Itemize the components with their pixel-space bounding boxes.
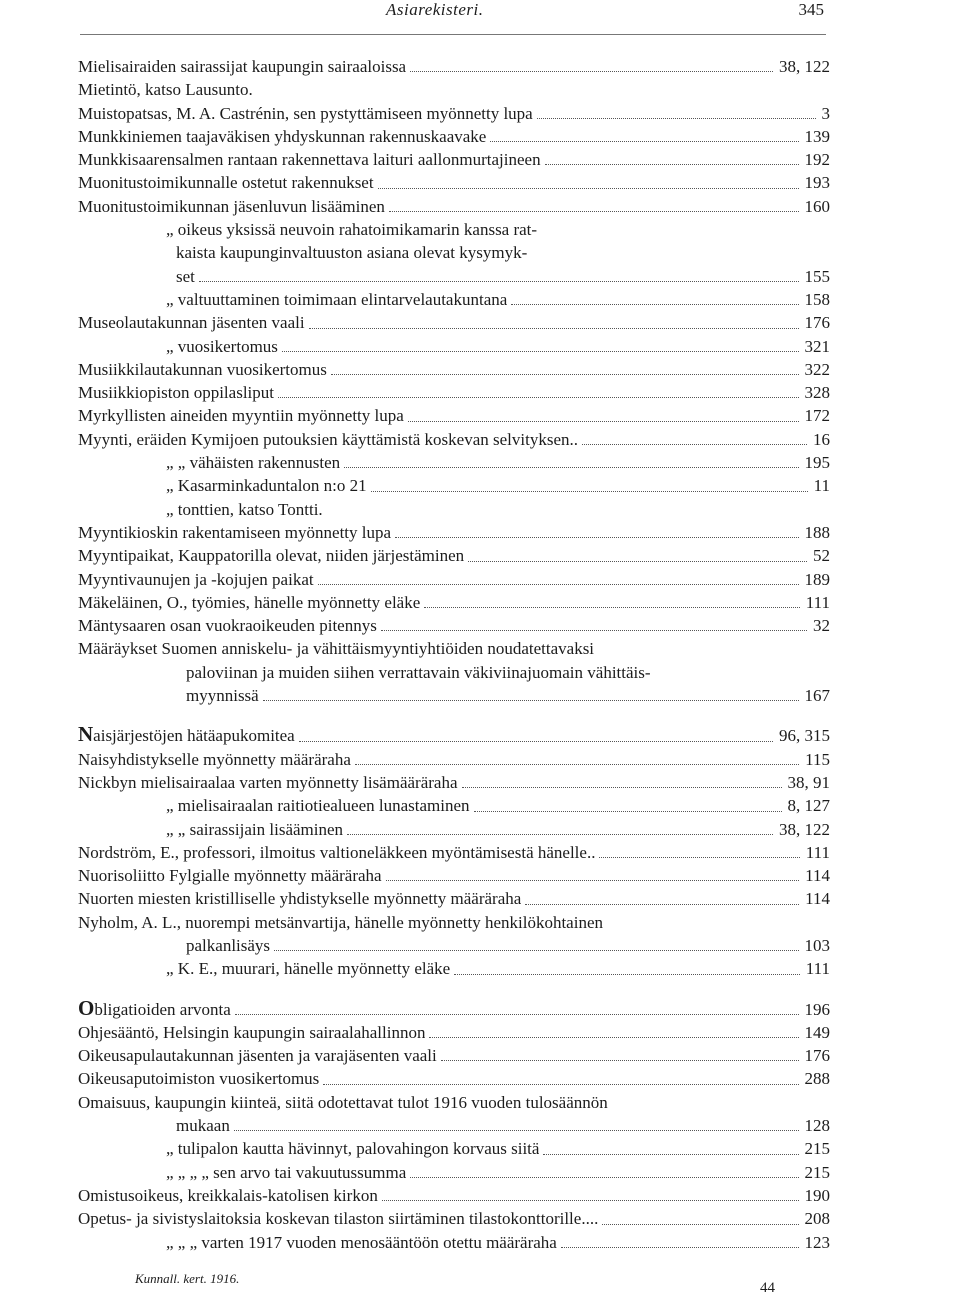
index-entry xyxy=(78,102,830,125)
dot-leader xyxy=(378,188,799,189)
dot-leader xyxy=(408,421,799,422)
index-entry xyxy=(78,55,830,78)
dot-leader xyxy=(395,537,798,538)
index-entry xyxy=(78,887,830,910)
entry-text: Oikeusaputoimiston vuosikertomus xyxy=(78,1069,320,1089)
dot-leader xyxy=(382,1200,799,1201)
entry-page-ref: 38, 122 xyxy=(779,57,830,76)
index-entry xyxy=(78,684,830,707)
entry-page-ref: 103 xyxy=(804,935,830,955)
entry-text: Muonitustoimikunnan jäsenluvun lisääminen xyxy=(78,196,385,216)
entry-page-ref: 192 xyxy=(804,150,830,170)
dot-leader xyxy=(355,764,799,765)
index-entry xyxy=(78,614,830,637)
dot-leader xyxy=(474,811,782,812)
index-entry xyxy=(78,451,830,474)
dot-leader xyxy=(235,1014,799,1015)
dot-leader xyxy=(318,584,799,585)
entry-page-ref: 288 xyxy=(804,1069,830,1089)
entry-text: Myyntipaikat, Kauppatorilla olevat, niiden järjestäminen xyxy=(78,546,465,566)
entry-text: Obligatioiden arvonta xyxy=(78,996,231,1020)
dot-leader xyxy=(454,974,800,975)
index-entry xyxy=(78,661,830,684)
section-initial-letter: O xyxy=(78,996,95,1020)
dot-leader xyxy=(381,630,807,631)
index-entry xyxy=(78,1161,830,1184)
index-entry xyxy=(78,841,830,864)
entry-page-ref: 322 xyxy=(804,359,830,379)
entry-text: „ oikeus yksissä neuvoin rahatoimikamarin kanssa rat- xyxy=(166,220,538,240)
section-initial-letter: N xyxy=(78,723,94,747)
index-entry xyxy=(78,771,830,794)
dot-leader xyxy=(323,1084,798,1085)
entry-page-ref: 328 xyxy=(804,383,830,403)
entry-text: „ valtuuttaminen toimimaan elintarvelautakuntana xyxy=(166,289,508,309)
entry-page-ref: 160 xyxy=(804,196,830,216)
index-entry xyxy=(78,1091,830,1114)
entry-page-ref: 195 xyxy=(804,453,830,473)
index-entry xyxy=(78,864,830,887)
index-entry xyxy=(78,1184,830,1207)
entry-page-ref: 215 xyxy=(804,1139,830,1159)
dot-leader xyxy=(543,1154,798,1155)
entry-text: Naisjärjestöjen hätäapukomitea xyxy=(78,723,295,747)
entry-text: Mäkeläinen, O., työmies, hänelle myönnetty eläke xyxy=(78,592,421,612)
entry-text: Mäntysaaren osan vuokraoikeuden pitennys xyxy=(78,616,377,636)
index-entry xyxy=(78,171,830,194)
dot-leader xyxy=(429,1037,798,1038)
entry-text: Myrkyllisten aineiden myyntiin myönnetty lupa xyxy=(78,406,404,426)
dot-leader xyxy=(525,904,799,905)
entry-page-ref: 16 xyxy=(813,429,830,449)
entry-text: „ Kasarminkaduntalon n:o 21 xyxy=(166,476,367,496)
dot-leader xyxy=(263,700,799,701)
index-entry xyxy=(78,568,830,591)
index-entry xyxy=(78,818,830,841)
entry-page-ref: 215 xyxy=(804,1162,830,1182)
entry-page-ref: 114 xyxy=(805,866,830,886)
entry-text: set xyxy=(176,266,195,286)
index-entry xyxy=(78,591,830,614)
index-list xyxy=(78,55,830,1254)
dot-leader xyxy=(410,1177,798,1178)
entry-text: „ „ „ „ sen arvo tai vakuutussumma xyxy=(166,1162,407,1182)
entry-page-ref: 115 xyxy=(805,749,830,769)
entry-page-ref: 193 xyxy=(804,173,830,193)
entry-text: Nyholm, A. L., nuorempi metsänvartija, hänelle myönnetty henkilökohtainen xyxy=(78,912,603,932)
dot-leader xyxy=(490,141,798,142)
dot-leader xyxy=(299,741,773,742)
dot-leader xyxy=(234,1130,799,1131)
index-entry xyxy=(78,78,830,101)
index-entry xyxy=(78,381,830,404)
dot-leader xyxy=(282,351,799,352)
index-entry xyxy=(78,637,830,660)
entry-text: „ „ „ varten 1917 vuoden menosääntöön otettu määräraha xyxy=(166,1232,557,1252)
entry-text: Muistopatsas, M. A. Castrénin, sen pystyttämiseen myönnetty lupa xyxy=(78,103,533,123)
entry-page-ref: 111 xyxy=(805,959,830,979)
dot-leader xyxy=(599,857,799,858)
entry-text: Myyntivaunujen ja -kojujen paikat xyxy=(78,569,314,589)
entry-text: Mielisairaiden sairassijat kaupungin sairaaloissa xyxy=(78,57,407,76)
entry-text: „ K. E., muurari, hänelle myönnetty eläke xyxy=(166,959,451,979)
dot-leader xyxy=(331,374,799,375)
index-entry xyxy=(78,404,830,427)
dot-leader xyxy=(468,561,807,562)
index-entry xyxy=(78,241,830,264)
entry-page-ref: 11 xyxy=(813,476,830,496)
entry-text: paloviinan ja muiden siihen verrattavain väkiviinajuomain vähittäis- xyxy=(186,662,651,682)
entry-page-ref: 158 xyxy=(804,289,830,309)
entry-page-ref: 176 xyxy=(804,313,830,333)
dot-leader xyxy=(561,1247,799,1248)
page-footer xyxy=(0,1268,960,1304)
entry-text: Munkkisaarensalmen rantaan rakennettava laituri aallonmurtajineen xyxy=(78,150,541,170)
index-entry xyxy=(78,195,830,218)
index-entry xyxy=(78,521,830,544)
entry-text: „ „ sairassijain lisääminen xyxy=(166,819,344,839)
index-entry xyxy=(78,724,830,747)
index-entry xyxy=(78,544,830,567)
index-entry xyxy=(78,1231,830,1254)
entry-text: Omistusoikeus, kreikkalais-katolisen kirkon xyxy=(78,1185,378,1205)
entry-page-ref: 96, 315 xyxy=(779,726,830,746)
entry-text: „ tonttien, katso Tontti. xyxy=(166,499,323,519)
index-entry xyxy=(78,358,830,381)
entry-page-ref: 190 xyxy=(804,1185,830,1205)
entry-page-ref: 38, 91 xyxy=(787,772,830,792)
entry-text: Musiikkilautakunnan vuosikertomus xyxy=(78,359,327,379)
entry-text: Naisyhdistykselle myönnetty määräraha xyxy=(78,749,351,769)
entry-text: Myyntikioskin rakentamiseen myönnetty lupa xyxy=(78,522,392,542)
dot-leader xyxy=(424,607,799,608)
entry-text: Ohjesääntö, Helsingin kaupungin sairaalahallinnon xyxy=(78,1022,426,1042)
dot-leader xyxy=(545,164,799,165)
entry-page-ref: 167 xyxy=(804,686,830,706)
entry-text: kaista kaupunginvaltuuston asiana olevat kysymyk- xyxy=(176,243,528,263)
entry-page-ref: 114 xyxy=(805,889,830,909)
dot-leader xyxy=(441,1060,799,1061)
dot-leader xyxy=(274,950,798,951)
entry-page-ref: 8, 127 xyxy=(787,796,830,816)
entry-page-ref: 321 xyxy=(804,336,830,356)
dot-leader xyxy=(537,118,816,119)
dot-leader xyxy=(386,880,800,881)
index-entry xyxy=(78,335,830,358)
index-entry xyxy=(78,498,830,521)
entry-page-ref: 52 xyxy=(813,546,830,566)
entry-text: Muonitustoimikunnalle ostetut rakennukset xyxy=(78,173,374,193)
section-gap xyxy=(78,707,830,724)
entry-page-ref: 188 xyxy=(804,522,830,542)
entry-text: palkanlisäys xyxy=(186,935,271,955)
index-entry xyxy=(78,218,830,241)
dot-leader xyxy=(199,281,799,282)
index-entry xyxy=(78,428,830,451)
index-entry xyxy=(78,934,830,957)
index-entry xyxy=(78,911,830,934)
index-entry xyxy=(78,474,830,497)
dot-leader xyxy=(511,304,798,305)
entry-text: Nuorisoliitto Fylgialle myönnetty määräraha xyxy=(78,866,382,886)
entry-page-ref: 3 xyxy=(821,103,830,123)
entry-text: „ „ vähäisten rakennusten xyxy=(166,453,341,473)
index-entry xyxy=(78,288,830,311)
index-entry xyxy=(78,998,830,1021)
running-title: Asiarekisteri. xyxy=(386,0,484,19)
header-rule xyxy=(80,34,826,35)
entry-text: mukaan xyxy=(176,1116,230,1136)
entry-text: Nordström, E., professori, ilmoitus valtioneläkkeen myöntämisestä hänelle.. xyxy=(78,842,596,862)
print-signature: Kunnall. kert. 1916. xyxy=(135,1271,240,1286)
entry-text: „ vuosikertomus xyxy=(166,336,278,356)
entry-page-ref: 111 xyxy=(805,592,830,612)
dot-leader xyxy=(278,397,799,398)
entry-page-ref: 155 xyxy=(804,266,830,286)
entry-page-ref: 149 xyxy=(804,1022,830,1042)
entry-page-ref: 176 xyxy=(804,1046,830,1066)
entry-text: „ mielisairaalan raitiotiealueen lunastaminen xyxy=(166,796,470,816)
index-entry xyxy=(78,794,830,817)
dot-leader xyxy=(389,211,799,212)
entry-text: Myynti, eräiden Kymijoen putouksien käyttämistä koskevan selvityksen.. xyxy=(78,429,578,449)
dot-leader xyxy=(309,328,799,329)
index-entry xyxy=(78,1137,830,1160)
entry-page-ref: 111 xyxy=(805,842,830,862)
entry-text: Oikeusapulautakunnan jäsenten ja varajäsenten vaali xyxy=(78,1046,437,1066)
index-entry xyxy=(78,125,830,148)
page-number: 345 xyxy=(798,0,824,19)
entry-text: Mietintö, katso Lausunto. xyxy=(78,80,253,100)
entry-text: Musiikkiopiston oppilasliput xyxy=(78,383,274,403)
index-entry xyxy=(78,1021,830,1044)
dot-leader xyxy=(347,834,773,835)
section-gap xyxy=(78,981,830,998)
dot-leader xyxy=(602,1224,798,1225)
entry-page-ref: 208 xyxy=(804,1209,830,1229)
entry-page-ref: 172 xyxy=(804,406,830,426)
index-entry xyxy=(78,1207,830,1230)
entry-page-ref: 38, 122 xyxy=(779,819,830,839)
entry-page-ref: 32 xyxy=(813,616,830,636)
sheet-number: 44 xyxy=(760,1280,775,1296)
index-entry xyxy=(78,265,830,288)
dot-leader xyxy=(344,467,798,468)
entry-page-ref: 139 xyxy=(804,126,830,146)
entry-text: myynnissä xyxy=(186,686,259,706)
dot-leader xyxy=(371,491,808,492)
entry-text: Nickbyn mielisairaalaa varten myönnetty lisämääräraha xyxy=(78,772,458,792)
index-entry xyxy=(78,748,830,771)
entry-text: Määräykset Suomen anniskelu- ja vähittäismyyntiyhtiöiden noudatettavaksi xyxy=(78,639,595,659)
entry-text: Opetus- ja sivistyslaitoksia koskevan tilaston siirtäminen tilastokonttorille.... xyxy=(78,1209,599,1229)
entry-page-ref: 128 xyxy=(804,1116,830,1136)
entry-text: Omaisuus, kaupungin kiinteä, siitä odotettavat tulot 1916 vuoden tulosäännön xyxy=(78,1092,608,1112)
entry-page-ref: 189 xyxy=(804,569,830,589)
entry-text: „ tulipalon kautta hävinnyt, palovahingon korvaus siitä xyxy=(166,1139,540,1159)
entry-page-ref: 123 xyxy=(804,1232,830,1252)
entry-text: Museolautakunnan jäsenten vaali xyxy=(78,313,305,333)
dot-leader xyxy=(410,71,773,72)
index-entry xyxy=(78,311,830,334)
dot-leader xyxy=(462,787,782,788)
index-entry xyxy=(78,148,830,171)
entry-text: Munkkiniemen taajaväkisen yhdyskunnan rakennuskaavake xyxy=(78,126,487,146)
page-header xyxy=(0,0,960,26)
index-entry xyxy=(78,957,830,980)
index-entry xyxy=(78,1114,830,1137)
index-entry xyxy=(78,1067,830,1090)
dot-leader xyxy=(582,444,807,445)
entry-page-ref: 196 xyxy=(804,999,830,1019)
entry-text: Nuorten miesten kristilliselle yhdistykselle myönnetty määräraha xyxy=(78,889,522,909)
index-entry xyxy=(78,1044,830,1067)
